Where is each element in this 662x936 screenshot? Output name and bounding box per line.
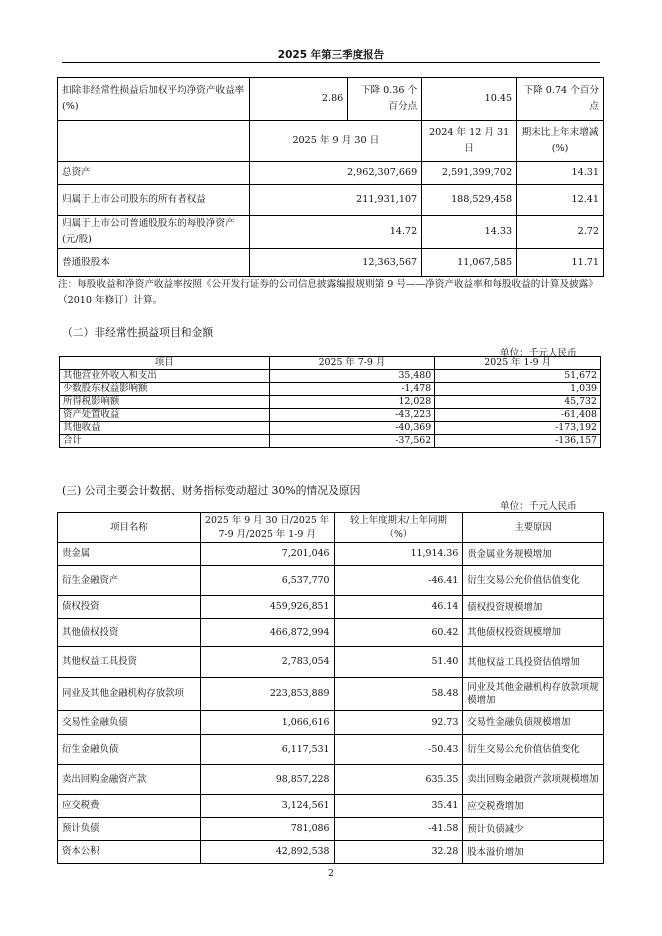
empty-cell (58, 121, 250, 162)
cell-reason: 同业及其他金融机构存放款项规模增加 (463, 678, 604, 711)
column-header: 2025 年 7-9 月 (269, 357, 435, 370)
column-header: 2025 年 1-9 月 (435, 357, 601, 370)
major-changes-table (57, 512, 604, 864)
cell-value: 32.28 (334, 841, 463, 864)
cell-value: 14.72 (250, 216, 422, 249)
cell-value: 3,124,561 (200, 795, 334, 818)
table-row (58, 216, 604, 249)
section-title: （二）非经常性损益项目和金额 (62, 326, 214, 339)
cell-value: -41.58 (334, 818, 463, 841)
column-header: 项目名称 (58, 513, 201, 543)
cell-value: 35.41 (334, 795, 463, 818)
row-label: 少数股东权益影响额 (60, 383, 270, 396)
cell-value: 42,892,538 (200, 841, 334, 864)
table-header-row (60, 357, 601, 370)
cell-reason: 衍生交易公允价值估值变化 (463, 566, 604, 596)
table-row (60, 396, 601, 409)
row-label: 其他债权投资 (58, 619, 201, 647)
cell-value: 14.33 (422, 216, 517, 249)
table-row (58, 818, 604, 841)
cell-value: 1,066,616 (200, 711, 334, 735)
column-header: 较上年度期末/上年同期（%） (334, 513, 463, 543)
column-header: 2025 年 9 月 30 日/2025 年 7-9 月/2025 年 1-9 月 (200, 513, 334, 543)
cell-value: 2.72 (517, 216, 604, 249)
key-indicators-table (57, 77, 604, 277)
cell-value: -61,408 (435, 409, 601, 422)
column-header: 项目 (60, 357, 270, 370)
table-row (58, 647, 604, 678)
unit-label: 单位：千元人民币 (500, 348, 577, 359)
table-row (58, 249, 604, 277)
row-label: 归属于上市公司普通股股东的每股净资产(元/股) (58, 216, 250, 249)
table-row (58, 596, 604, 619)
table-row (58, 678, 604, 711)
table-row (58, 795, 604, 818)
table-header-row (58, 513, 604, 543)
cell-value: 11,067,585 (422, 249, 517, 277)
cell-value: 12,363,567 (250, 249, 422, 277)
page-header-title: 2025 年第三季度报告 (277, 49, 385, 61)
row-label: 预计负债 (58, 818, 201, 841)
page-number: 2 (328, 868, 334, 879)
table-row (58, 619, 604, 647)
cell-reason: 债权投资规模增加 (463, 596, 604, 619)
cell-value: 51.40 (334, 647, 463, 678)
cell-value: 46.14 (334, 596, 463, 619)
cell-value: 211,931,107 (250, 185, 422, 216)
row-label: 资本公积 (58, 841, 201, 864)
row-label: 资产处置收益 (60, 409, 270, 422)
cell-value: 12,028 (269, 396, 435, 409)
cell-value: 466,872,994 (200, 619, 334, 647)
column-header: 主要原因 (463, 513, 604, 543)
cell-value: 6,117,531 (200, 735, 334, 765)
cell-change: 下降 0.36 个百分点 (348, 78, 422, 121)
row-label: 债权投资 (58, 596, 201, 619)
cell-reason: 其他权益工具投资估值增加 (463, 647, 604, 678)
cell-value: 11,914.36 (334, 543, 463, 566)
table-row (60, 383, 601, 396)
cell-reason: 贵金属业务规模增加 (463, 543, 604, 566)
cell-value: -173,192 (435, 422, 601, 435)
cell-value: 10.45 (422, 78, 517, 121)
table-row (60, 422, 601, 435)
non-recurring-items-table (59, 356, 601, 448)
row-label: 其他权益工具投资 (58, 647, 201, 678)
table-row (58, 543, 604, 566)
unit-label: 单位：千元人民币 (500, 501, 577, 512)
cell-value: 35,480 (269, 370, 435, 383)
cell-value: 635.35 (334, 765, 463, 795)
cell-value: 1,039 (435, 383, 601, 396)
table-row (58, 841, 604, 864)
table-row (60, 409, 601, 422)
cell-value: 51,672 (435, 370, 601, 383)
table-header-row (58, 121, 604, 162)
row-label: 普通股股本 (58, 249, 250, 277)
cell-value: 2,962,307,669 (250, 162, 422, 185)
cell-reason: 预计负债减少 (463, 818, 604, 841)
cell-value: -37,562 (269, 435, 435, 448)
row-label: 总资产 (58, 162, 250, 185)
cell-reason: 其他债权投资规模增加 (463, 619, 604, 647)
cell-value: 45,732 (435, 396, 601, 409)
cell-value: 98,857,228 (200, 765, 334, 795)
cell-value: 12.41 (517, 185, 604, 216)
cell-value: -136,157 (435, 435, 601, 448)
table-row (58, 566, 604, 596)
table-note: 注：每股收益和净资产收益率按照《公开发行证券的公司信息披露编报规则第 9 号——净资产收益率和每股收益的计算及披露》（2010 年修订）计算。 (58, 279, 598, 306)
cell-value: -43,223 (269, 409, 435, 422)
cell-value: 7,201,046 (200, 543, 334, 566)
table-row-total (60, 435, 601, 448)
cell-change: 下降 0.74 个百分点 (517, 78, 604, 121)
cell-value: 459,926,851 (200, 596, 334, 619)
row-label: 其他营业外收入和支出 (60, 370, 270, 383)
row-label: 合计 (60, 435, 270, 448)
row-label: 衍生金融资产 (58, 566, 201, 596)
cell-reason: 应交税费增加 (463, 795, 604, 818)
cell-value: 2,783,054 (200, 647, 334, 678)
table-row (58, 765, 604, 795)
section-title: (三) 公司主要会计数据、财务指标变动超过 30%的情况及原因 (62, 484, 361, 497)
cell-reason: 衍生交易公允价值估值变化 (463, 735, 604, 765)
cell-value: -46.41 (334, 566, 463, 596)
cell-value: 11.71 (517, 249, 604, 277)
cell-value: 60.42 (334, 619, 463, 647)
cell-value: 2,591,399,702 (422, 162, 517, 185)
row-label: 卖出回购金融资产款 (58, 765, 201, 795)
cell-reason: 卖出回购金融资产款项规模增加 (463, 765, 604, 795)
table-row (58, 185, 604, 216)
cell-value: 14.31 (517, 162, 604, 185)
cell-value: -40,369 (269, 422, 435, 435)
cell-value: 2.86 (250, 78, 348, 121)
row-label: 扣除非经常性损益后加权平均净资产收益率(%) (58, 78, 250, 121)
column-header: 期末比上年末增减(%) (517, 121, 604, 162)
table-row (60, 370, 601, 383)
row-label: 贵金属 (58, 543, 201, 566)
cell-value: 781,086 (200, 818, 334, 841)
cell-value: 6,537,770 (200, 566, 334, 596)
table-row (58, 711, 604, 735)
row-label: 同业及其他金融机构存放款项 (58, 678, 201, 711)
column-header: 2024 年 12 月 31 日 (422, 121, 517, 162)
table-row (58, 162, 604, 185)
cell-value: 188,529,458 (422, 185, 517, 216)
header-divider (62, 62, 600, 63)
row-label: 其他收益 (60, 422, 270, 435)
cell-value: -50.43 (334, 735, 463, 765)
table-row (58, 735, 604, 765)
row-label: 衍生金融负债 (58, 735, 201, 765)
row-label: 交易性金融负债 (58, 711, 201, 735)
cell-value: 92.73 (334, 711, 463, 735)
cell-value: -1,478 (269, 383, 435, 396)
table-row (58, 78, 604, 121)
column-header: 2025 年 9 月 30 日 (250, 121, 422, 162)
cell-value: 58.48 (334, 678, 463, 711)
row-label: 归属于上市公司股东的所有者权益 (58, 185, 250, 216)
row-label: 应交税费 (58, 795, 201, 818)
cell-value: 223,853,889 (200, 678, 334, 711)
cell-reason: 股本溢价增加 (463, 841, 604, 864)
cell-reason: 交易性金融负债规模增加 (463, 711, 604, 735)
row-label: 所得税影响额 (60, 396, 270, 409)
